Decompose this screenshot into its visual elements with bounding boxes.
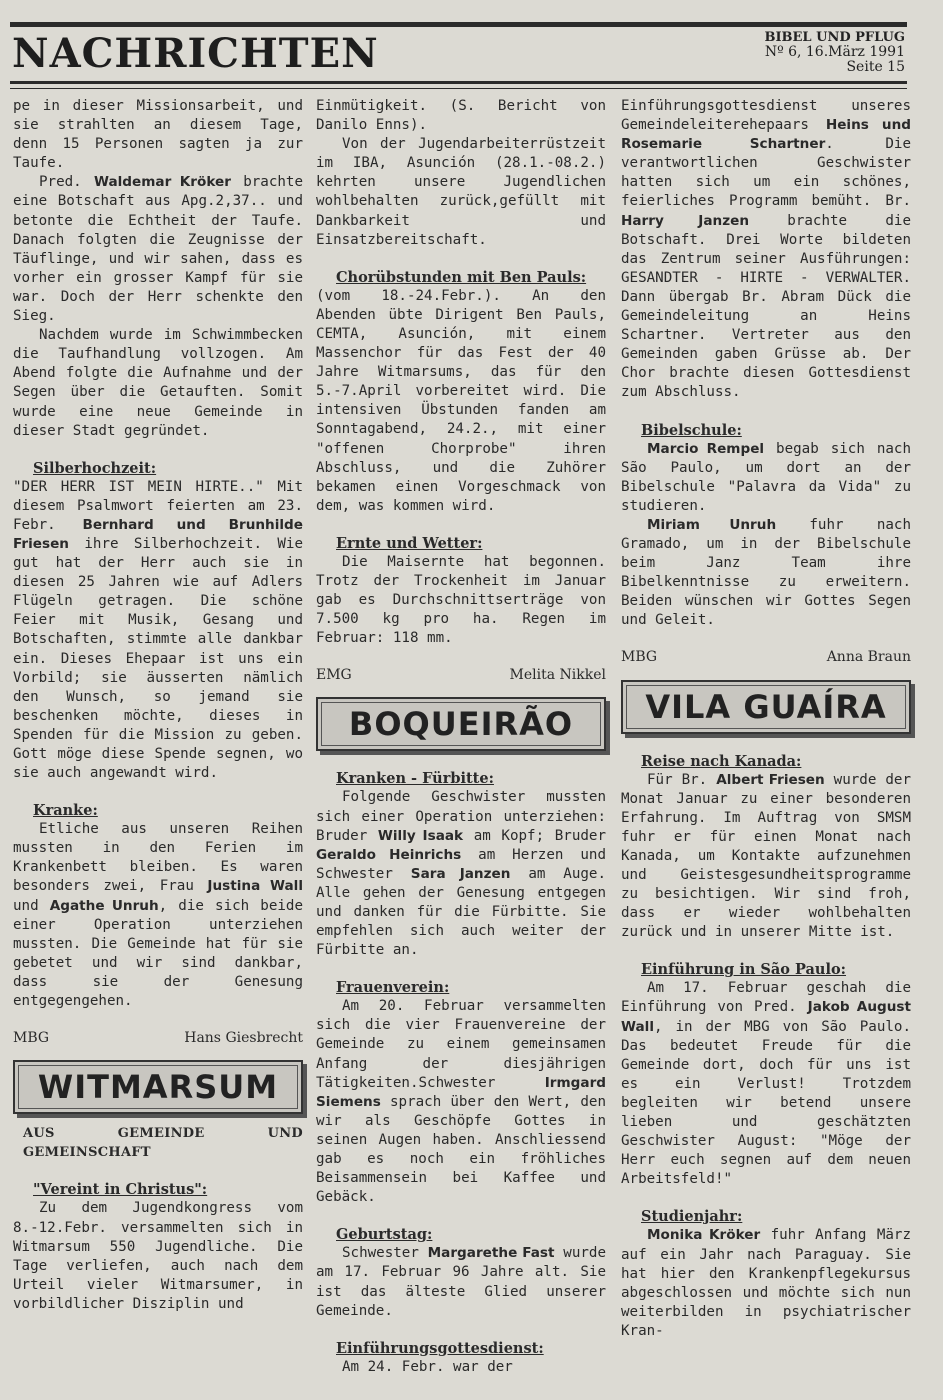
banner-text: BOQUEIRÃO [321, 702, 601, 746]
text: Schwester [342, 1245, 428, 1262]
person-name: Geraldo Heinrichs [316, 846, 462, 863]
church-abbrev: MBG [621, 649, 658, 666]
section-heading: Silberhochzeit: [33, 459, 157, 477]
publication-name: BIBEL UND PFLUG [764, 30, 905, 45]
column-3 [621, 97, 911, 1341]
church-abbrev: EMG [316, 667, 352, 684]
location-banner [316, 697, 606, 751]
text: am Herzen und Schwester [316, 846, 606, 882]
paragraph: Zu dem Jugendkongress vom 8.-12.Febr. versammelten sich in Witmarsum 550 Jugendliche. Die Tage verliefen, auch nach dem Urteil vieler Witmarsumer, in vorbildlicher Disziplin und [13, 1200, 303, 1312]
paragraph: Die Maisernte hat begonnen. Trotz der Trockenheit im Januar gab es Durchschnittserträge von 7.500 kg pro ha. Regen im Februar: 118 mm. [316, 553, 606, 647]
text: wurde der Monat Januar zu einer besonderen Erfahrung. Im Auftrag von SMSM fuhr er für einen Monat nach Kanada, um Kontakte aufzunehmen und Geistesgesundheitsprogramme zu besichtigen. Wir sind froh, dass er wieder wohlbehalten zurück und in unserer Mitte ist. [621, 771, 911, 941]
person-name: Justina Wall [207, 878, 304, 895]
header-rule-thin [10, 88, 907, 89]
paragraph: (vom 18.-24.Febr.). An den Abenden übte Dirigent Ben Pauls, CEMTA, Asunción, mit einem Massenchor für das Fest der 40 Jahre Witmarsums, das für den 5.-7.April vorbereitet wird. Die intensiven Übstunden fanden am Sonntagabend, 24.2., mit einer "offenen Chorprobe" ihren Abschluss, und die Zuhörer bekamen einen Vorgeschmack von dem, was kommen wird. [316, 287, 606, 514]
text: sprach über den Wert, den wir als Geschöpfe Gottes in seinen Augen haben. Anschliessend gab es noch ein fröhliches Beisammensein bei Kaffee und Gebäck. [316, 1093, 606, 1206]
section-heading: Chorübstunden mit Ben Pauls: [336, 268, 587, 286]
text: ihre Silberhochzeit. Wie gut hat der Herr auch sie in diesen 25 Jahren wie auf Adlers Flügeln getragen. Die schöne Feier mit Musik, Gesang und Botschaften, stimmte alle dankbar ein. Dieses Ehepaar ist uns ein Vorbild; sie äusserten nämlich den Wunsch, so jemand sie beschenken möchte, dieses in Spenden für die Mission zu geben. Gott möge diese Spende segnen, wo sie auch angewandt wird. [13, 535, 303, 782]
text: fuhr Anfang März auf ein Jahr nach Paraguay. Sie hat hier den Krankenpflegekursus abgeschlossen und möchte sich nun weiterbilden in psychiatrischer Kran- [621, 1227, 912, 1339]
church-abbrev: MBG [13, 1030, 50, 1047]
section-heading: Reise nach Kanada: [641, 752, 802, 770]
text: Etliche aus unseren Reihen mussten in den Ferien im Krankenbett bleiben. Es waren besonders zwei, Frau [13, 821, 303, 895]
paragraph [316, 788, 606, 960]
section-heading: Bibelschule: [641, 421, 742, 439]
text: Für Br. [647, 771, 717, 788]
issue-info [764, 30, 905, 75]
text: , die sich beide einer Operation unterziehen mussten. Die Gemeinde hat für sie gebetet und wir sind dankbar, dass sie der Genesung entgegengehen. [13, 897, 304, 1010]
section-heading: Einführung in São Paulo: [641, 961, 847, 979]
section-heading: Kranken - Fürbitte: [336, 770, 494, 788]
column-2 [316, 97, 606, 1377]
person-name: Monika Kröker [647, 1227, 761, 1244]
signature-line [316, 666, 606, 685]
person-name: Agathe Unruh [49, 897, 159, 914]
text: am Auge. Alle gehen der Genesung entgegen und danken für die Fürbitte. Sie empfehlen sich auch weiter der Fürbitte an. [316, 865, 607, 959]
section-heading: Geburtstag: [336, 1226, 433, 1244]
text: am Kopf; Bruder [463, 827, 606, 844]
header-rule [10, 81, 907, 84]
section-heading: Einführungsgottesdienst: [336, 1339, 544, 1357]
text: begab sich nach São Paulo, um dort an der Bibelschule "Palavra da Vida" zu studieren. [621, 440, 911, 514]
section-heading: "Vereint in Christus": [33, 1181, 208, 1199]
text: "DER HERR IST MEIN HIRTE.." Mit diesem Psalmwort feierten am 23. Febr. [13, 478, 303, 533]
author-name: Melita Nikkel [509, 667, 606, 684]
person-name: Miriam Unruh [647, 516, 777, 533]
banner-text: VILA GUAÍRA [626, 685, 906, 729]
text: Am 17. Februar geschah die Einführung von Pred. [621, 980, 911, 1016]
paragraph [621, 440, 911, 516]
paragraph: Einmütigkeit. (S. Bericht von Danilo Enns). [316, 98, 606, 134]
paragraph [621, 771, 911, 943]
text: Einführungsgottesdienst unseres Gemeindeleiterehepaars [621, 98, 911, 134]
person-name: Irmgard Siemens [316, 1074, 606, 1110]
text: Folgende Geschwister mussten sich einer Operation unterziehen: Bruder [316, 789, 606, 844]
column-1 [13, 97, 303, 1314]
paragraph [316, 997, 606, 1207]
author-name: Hans Giesbrecht [184, 1030, 303, 1047]
paragraph: Von der Jugendarbeiterrüstzeit im IBA, Asunción (28.1.-08.2.) kehrten unsere Jugendlichen wohlbehalten zurück,gefüllt mit Dankbarkeit und Einsatzbereitschaft. [316, 136, 606, 248]
text: . Die verantwortlichen Geschwister hatten sich um ein schönes, feierliches Programm bemüht. Br. [621, 136, 911, 210]
text: brachte eine Botschaft aus Apg.2,37.. und betonte die Echtheit der Taufe. Danach folgten die Zeugnisse der Täuflinge, und wir sahen, dass es vorher ein grosser Kampf für sie war. Doch der Herr schenkte den Sieg. [13, 174, 303, 325]
location-banner [13, 1060, 303, 1114]
subheading: AUS GEMEINDE UND GEMEINSCHAFT [23, 1126, 303, 1161]
person-name: Sara Janzen [410, 865, 511, 882]
text: und [13, 897, 50, 914]
section-heading: Frauenverein: [336, 979, 450, 997]
masthead-title: NACHRICHTEN [12, 30, 379, 77]
text: Am 20. Februar versammelten sich die vier Frauenvereine der Gemeinde zu einem gemeinsamen Anfang der diesjährigen Tätigkeiten.Schwester [316, 998, 606, 1091]
banner-text: WITMARSUM [18, 1065, 298, 1109]
text: wurde am 17. Februar 96 Jahre alt. Sie ist das älteste Glied unserer Gemeinde. [316, 1245, 606, 1319]
paragraph [621, 979, 911, 1189]
person-name: Bernhard und Brunhilde Friesen [13, 516, 304, 552]
section-heading: Ernte und Wetter: [336, 534, 483, 552]
text: brachte die Botschaft. Drei Worte bildeten das Zentrum seiner Ausführungen: GESANDTER - HIRTE - VERWALTER. Dann übergab Br. Abram Dück die Gemeindeleitung an Heins Schartner. Vertreter aus den Gemeinden gaben Grüsse ab. Der Chor brachte diesen Gottesdienst zum Abschluss. [621, 212, 911, 401]
person-name: Willy Isaak [377, 827, 464, 844]
top-rule [10, 22, 907, 27]
paragraph [316, 1244, 606, 1320]
text: , in der MBG von São Paulo. Das bedeutet Freude für die Gemeinde dort, doch für uns ist es ein Verlust! Trotzdem begleiten wir betend unsere lieben und geschätzten Geschwister August: "Möge der Herr euch segnen auf dem neuen Arbeitsfeld!" [621, 1018, 911, 1188]
paragraph [621, 516, 911, 631]
issue-number: Nº 6, 16.März 1991 [764, 44, 905, 60]
paragraph [13, 820, 303, 1011]
paragraph [13, 173, 303, 326]
person-name: Margarethe Fast [427, 1245, 555, 1262]
paragraph: pe in dieser Missionsarbeit, und sie strahlten an diesem Tage, denn 15 Personen sagten ja zur Taufe. [13, 98, 303, 172]
signature-line [621, 648, 911, 667]
person-name: Albert Friesen [716, 771, 825, 788]
person-name: Heins und Rosemarie Schartner [621, 117, 911, 153]
person-name: Jakob August Wall [621, 999, 912, 1035]
location-banner [621, 680, 911, 734]
paragraph [621, 1226, 911, 1341]
signature-line [13, 1029, 303, 1048]
paragraph: Am 24. Febr. war der [342, 1358, 513, 1375]
text: fuhr nach Gramado, um in der Bibelschule beim Janz Team ihre Bibelkenntnisse zu erweitern. Beiden wünschen wir Gottes Segen und Geleit. [621, 516, 911, 629]
text: Pred. [39, 174, 94, 191]
paragraph [621, 97, 911, 403]
paragraph [13, 478, 303, 784]
section-heading: Studienjahr: [641, 1208, 743, 1226]
section-heading: Kranke: [33, 802, 98, 820]
person-name: Marcio Rempel [647, 440, 765, 457]
page-number: Seite 15 [846, 59, 905, 75]
person-name: Harry Janzen [621, 212, 750, 229]
paragraph: Nachdem wurde im Schwimmbecken die Taufhandlung vollzogen. Am Abend folgte die Aufnahme und der Segen über die Getauften. Somit wurde eine neue Gemeinde in dieser Stadt gegründet. [13, 327, 303, 439]
author-name: Anna Braun [826, 649, 911, 666]
person-name: Waldemar Kröker [93, 174, 231, 191]
